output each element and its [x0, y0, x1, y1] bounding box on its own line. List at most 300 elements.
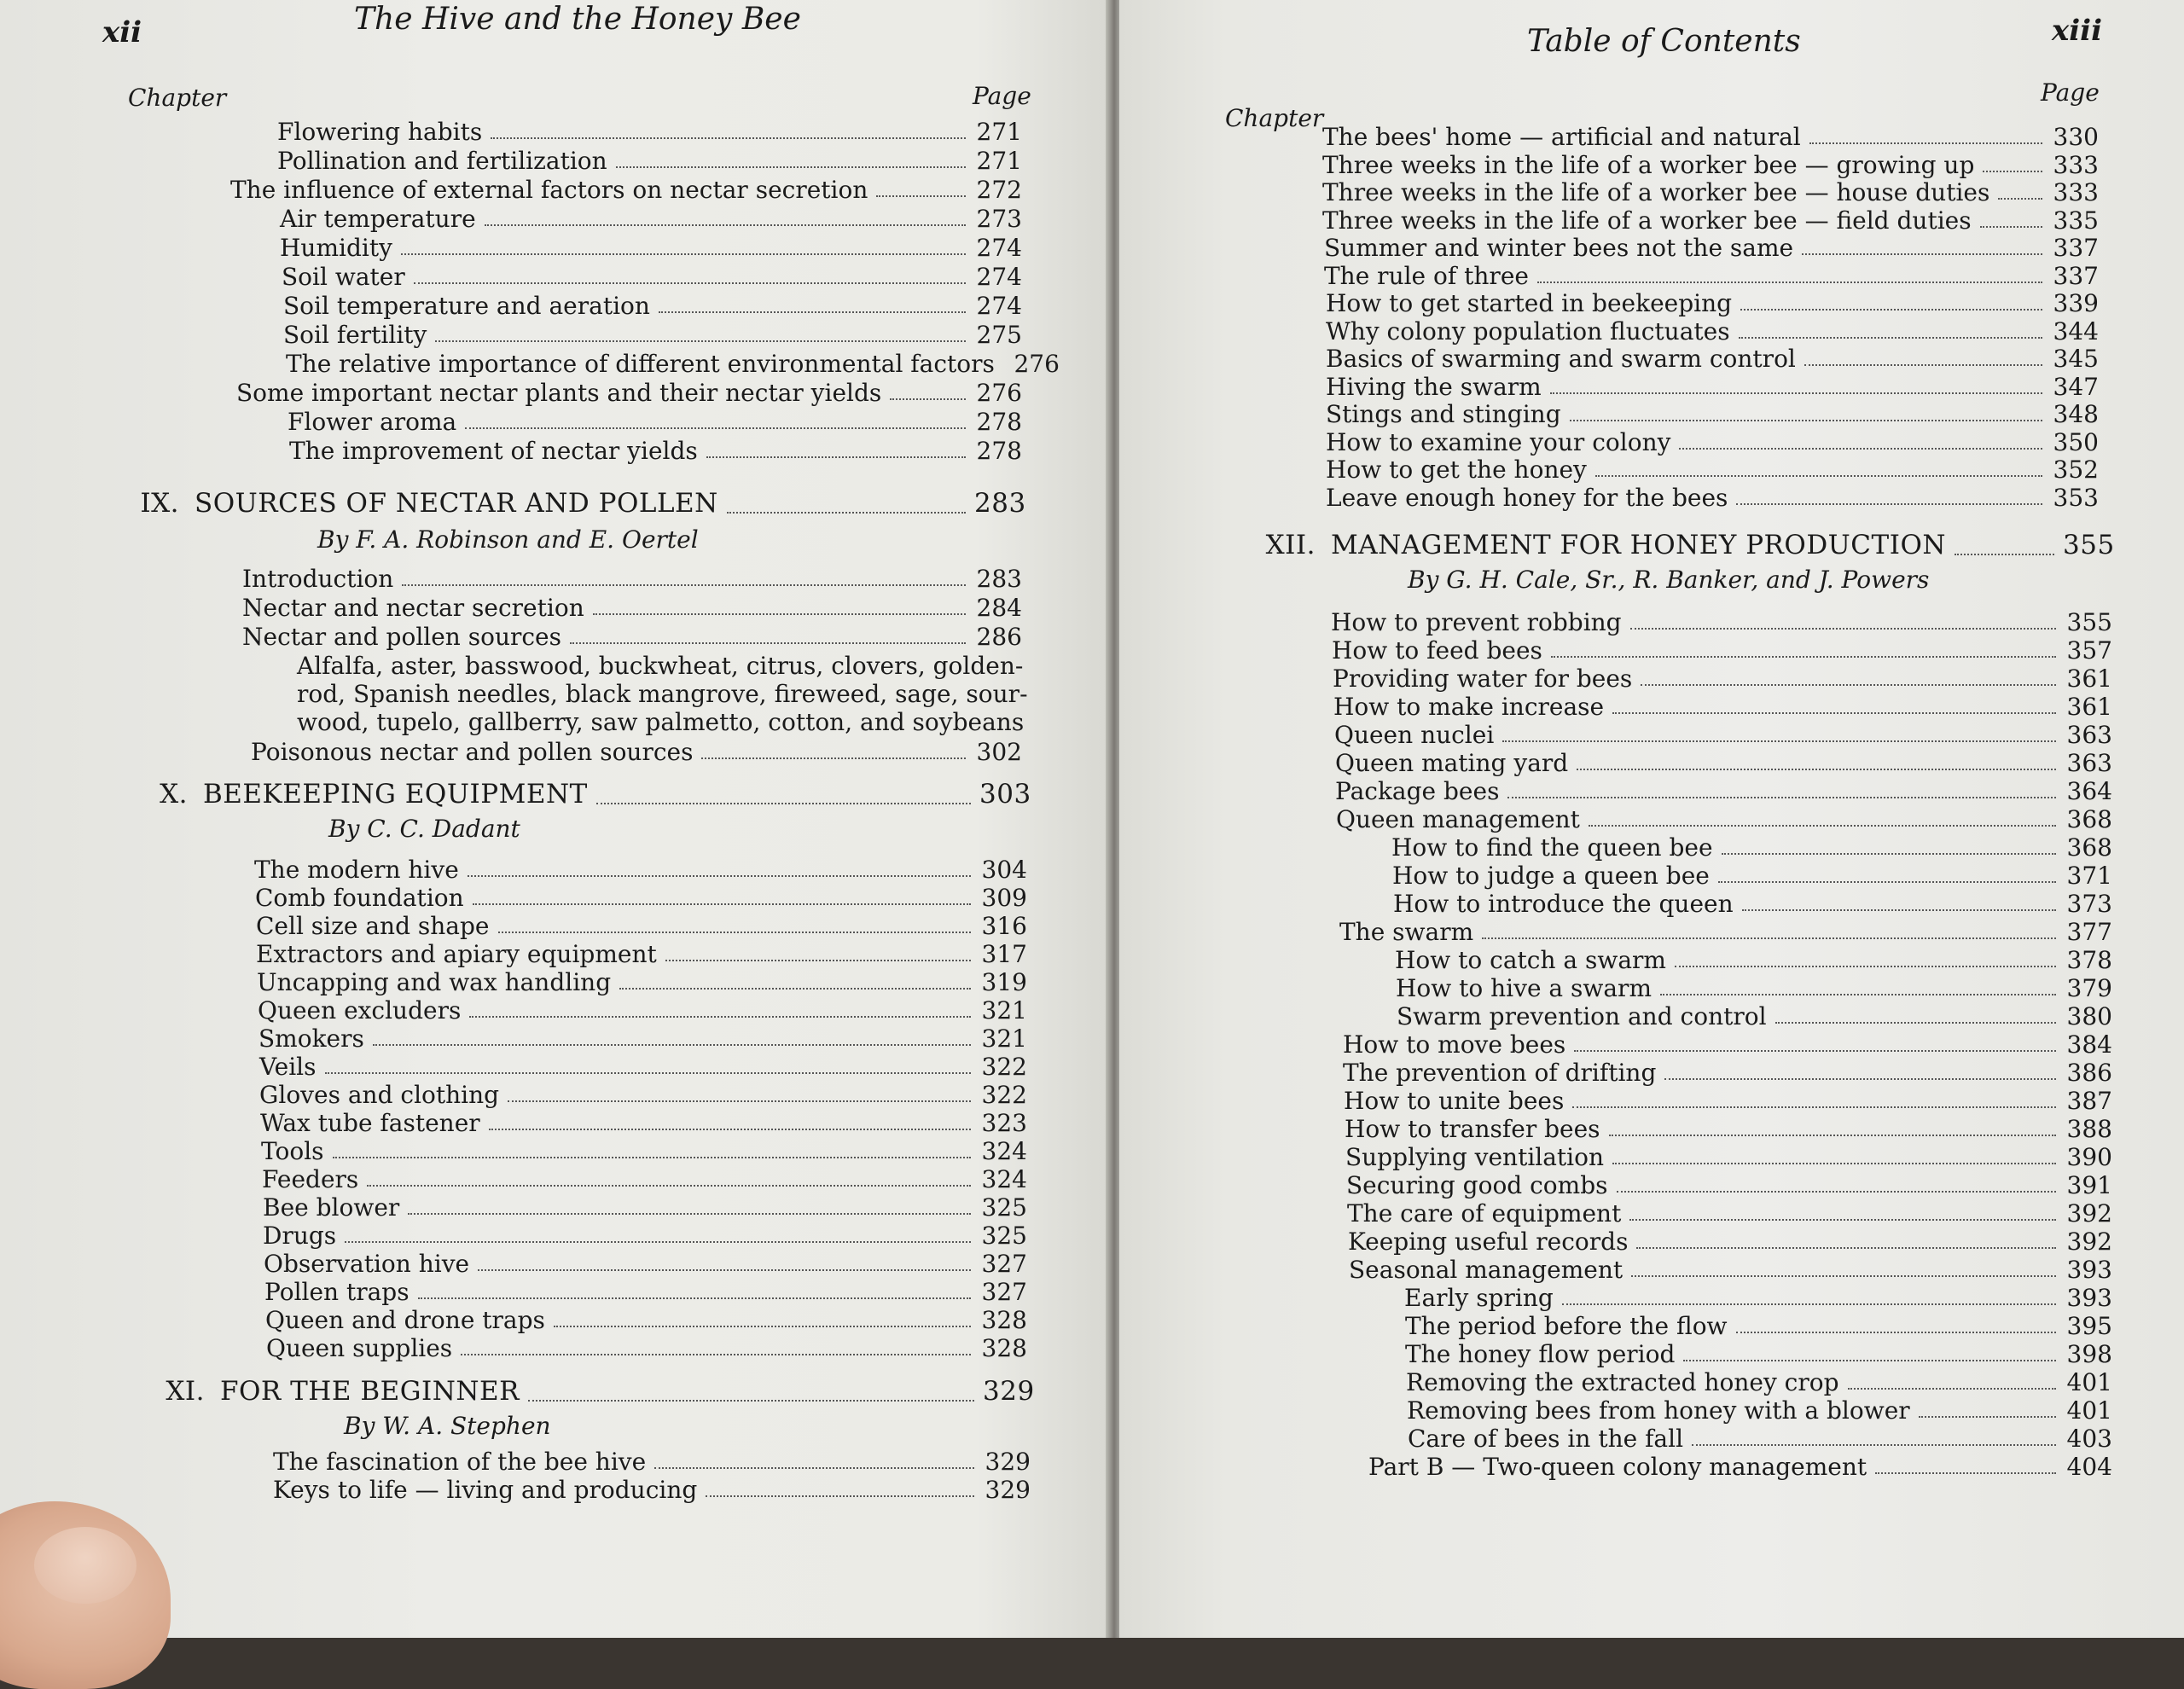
entry-title: Keys to life — living and producing	[273, 1476, 698, 1504]
dot-leader	[1742, 908, 2056, 911]
entry-page-number: 274	[976, 263, 1022, 291]
entry-title: How to introduce the queen	[1393, 890, 1734, 918]
entry-page-number: 355	[2066, 608, 2112, 636]
dot-leader	[1848, 1387, 2056, 1390]
entry-title: Removing bees from honey with a blower	[1407, 1396, 1910, 1425]
entry-page-number: 393	[2066, 1284, 2112, 1312]
entry-title: Flower aroma	[288, 408, 457, 436]
chapter-author-byline: By F. A. Robinson and E. Oertel	[317, 525, 699, 554]
entry-title: Humidity	[280, 234, 392, 262]
dot-leader	[469, 1015, 971, 1018]
toc-entry	[263, 1222, 1027, 1250]
dot-leader	[485, 223, 966, 226]
toc-entry	[255, 884, 1027, 912]
entry-title: Flowering habits	[277, 118, 483, 146]
entry-page-number: 329	[985, 1448, 1031, 1476]
toc-entry	[264, 1278, 1027, 1306]
entry-title: The rule of three	[1324, 261, 1529, 290]
entry-title: Hiving the swarm	[1326, 372, 1542, 401]
entry-page-number: 272	[976, 176, 1022, 204]
entry-title: The care of equipment	[1347, 1199, 1622, 1228]
toc-entry	[1326, 456, 2099, 484]
dot-leader	[1589, 824, 2056, 827]
entry-page-number: 273	[976, 205, 1022, 233]
entry-page-number: 392	[2066, 1199, 2112, 1228]
entry-page-number: 363	[2066, 721, 2112, 749]
entry-title: How to prevent robbing	[1331, 608, 1622, 636]
chapter-page-number: 283	[974, 488, 1026, 519]
dot-leader	[1482, 937, 2056, 939]
entry-title: Queen nuclei	[1334, 721, 1495, 749]
chapter-title: SOURCES OF NECTAR AND POLLEN	[195, 488, 718, 519]
toc-entry	[1326, 317, 2099, 345]
entry-title: Leave enough honey for the bees	[1326, 483, 1728, 512]
entry-title: How to catch a swarm	[1395, 946, 1666, 974]
entry-page-number: 380	[2066, 1002, 2112, 1030]
entry-title: The fascination of the bee hive	[273, 1448, 647, 1476]
entry-page-number: 388	[2066, 1115, 2112, 1143]
toc-entry	[1334, 721, 2112, 749]
entry-page-number: 286	[976, 623, 1022, 651]
entry-page-number: 324	[981, 1137, 1027, 1165]
right-page	[1119, 0, 2184, 1638]
dot-leader	[1507, 796, 2056, 798]
dot-leader	[1675, 965, 2056, 967]
entry-title: Soil fertility	[283, 321, 427, 349]
entry-page-number: 327	[981, 1250, 1027, 1278]
entry-title: The bees' home — artificial and natural	[1322, 123, 1801, 151]
chapter-page-number: 303	[979, 779, 1031, 810]
left-page-number: xii	[102, 15, 142, 49]
toc-entry	[1396, 974, 2112, 1002]
entry-title: The relative importance of different environmental factors	[286, 350, 995, 378]
chapter-page-number: 355	[2063, 530, 2115, 560]
dot-leader	[619, 987, 971, 990]
toc-entry	[258, 996, 1027, 1024]
entry-page-number: 392	[2066, 1228, 2112, 1256]
dot-leader	[876, 194, 966, 197]
toc-entry	[1333, 693, 2112, 721]
toc-entry	[1407, 1396, 2112, 1425]
entry-title: Gloves and clothing	[259, 1081, 500, 1109]
toc-entry	[1368, 1453, 2112, 1481]
dot-leader	[1919, 1415, 2056, 1418]
entry-page-number: 361	[2066, 693, 2112, 721]
entry-title: Removing the extracted honey crop	[1406, 1368, 1839, 1396]
entry-page-number: 363	[2066, 749, 2112, 777]
dot-leader	[1660, 993, 2056, 995]
toc-entry	[1322, 206, 2099, 235]
entry-page-number: 304	[981, 856, 1027, 884]
toc-entry	[1343, 1059, 2112, 1087]
dot-leader	[1998, 197, 2042, 200]
dot-leader	[478, 1268, 971, 1271]
entry-page-number: 350	[2053, 427, 2099, 456]
dot-leader	[1740, 308, 2042, 311]
entry-title: Bee blower	[263, 1193, 400, 1222]
entry-page-number: 357	[2066, 636, 2112, 665]
toc-entry	[289, 437, 1022, 465]
dot-leader	[402, 583, 966, 586]
dot-leader	[1722, 852, 2056, 855]
toc-entry	[260, 1109, 1027, 1137]
entry-title: How to transfer bees	[1345, 1115, 1600, 1143]
chapter-title: BEEKEEPING EQUIPMENT	[203, 779, 588, 810]
toc-entry	[286, 350, 1060, 378]
entry-title: Package bees	[1335, 777, 1500, 805]
entry-page-number: 393	[2066, 1256, 2112, 1284]
entry-title: Poisonous nectar and pollen sources	[251, 738, 694, 766]
dot-leader	[473, 903, 971, 905]
entry-title: Nectar and nectar secretion	[242, 594, 584, 622]
entry-title: Observation hive	[264, 1250, 470, 1278]
entry-title: Three weeks in the life of a worker bee — growing up	[1322, 150, 1975, 179]
entry-page-number: 378	[2066, 946, 2112, 974]
dot-leader	[414, 282, 966, 284]
entry-page-number: 321	[981, 1024, 1027, 1053]
dot-leader	[1718, 880, 2056, 883]
dot-leader	[1562, 1303, 2056, 1305]
entry-page-number: 325	[981, 1222, 1027, 1250]
entry-title: How to feed bees	[1332, 636, 1542, 665]
plant-sources-line: wood, tupelo, gallberry, saw palmetto, cotton, and soybeans	[297, 708, 1025, 736]
entry-page-number: 339	[2053, 289, 2099, 317]
entry-page-number: 361	[2066, 665, 2112, 693]
toc-entry	[1405, 1312, 2112, 1340]
toc-entry	[273, 1448, 1031, 1476]
entry-page-number: 328	[981, 1334, 1027, 1362]
dot-leader	[435, 340, 966, 342]
toc-entry	[242, 594, 1022, 622]
entry-page-number: 322	[981, 1081, 1027, 1109]
dot-leader	[498, 931, 972, 933]
dot-leader	[1980, 225, 2042, 228]
dot-leader	[1679, 447, 2042, 450]
toc-entry	[262, 1165, 1027, 1193]
chapter-number: X.	[160, 779, 188, 810]
entry-page-number: 377	[2066, 918, 2112, 946]
left-page-column-header: Page	[973, 82, 1031, 110]
entry-page-number: 401	[2066, 1396, 2112, 1425]
entry-page-number: 345	[2053, 345, 2099, 373]
entry-page-number: 398	[2066, 1340, 2112, 1368]
right-running-title: Table of Contents	[1527, 24, 1801, 59]
entry-page-number: 395	[2066, 1312, 2112, 1340]
dot-leader	[727, 512, 966, 514]
toc-entry	[283, 292, 1022, 320]
dot-leader	[1630, 627, 2056, 630]
entry-title: Three weeks in the life of a worker bee — house duties	[1322, 178, 1990, 206]
entry-title: The prevention of drifting	[1343, 1059, 1657, 1087]
entry-title: Queen mating yard	[1335, 749, 1569, 777]
entry-title: Queen excluders	[258, 996, 462, 1024]
right-chapter-column-header: Chapter	[1225, 104, 1324, 132]
entry-title: Some important nectar plants and their nectar yields	[236, 379, 882, 407]
dot-leader	[1537, 281, 2042, 283]
right-page-number: xiii	[2052, 14, 2103, 48]
entry-title: How to unite bees	[1344, 1087, 1565, 1115]
toc-entry	[251, 738, 1022, 766]
toc-entry	[1408, 1425, 2112, 1453]
chapter-author-byline: By G. H. Cale, Sr., R. Banker, and J. Powers	[1408, 566, 1930, 594]
toc-entry	[1326, 345, 2099, 373]
dot-leader	[659, 311, 966, 313]
chapter-heading	[128, 1376, 1035, 1408]
entry-page-number: 284	[976, 594, 1022, 622]
dot-leader	[596, 803, 971, 804]
entry-title: Early spring	[1404, 1284, 1554, 1312]
toc-entry	[280, 234, 1022, 262]
entry-title: Veils	[259, 1053, 317, 1081]
dot-leader	[1609, 1134, 2056, 1136]
entry-page-number: 352	[2053, 456, 2099, 484]
entry-title: The swarm	[1339, 918, 1474, 946]
toc-entry	[1404, 1284, 2112, 1312]
dot-leader	[1572, 1106, 2056, 1108]
dot-leader	[706, 456, 966, 458]
entry-title: Why colony population fluctuates	[1326, 316, 1730, 345]
entry-title: How to move bees	[1343, 1030, 1566, 1059]
entry-page-number: 368	[2066, 805, 2112, 833]
dot-leader	[1574, 1049, 2056, 1052]
dot-leader	[489, 1128, 971, 1130]
entry-page-number: 390	[2066, 1143, 2112, 1171]
dot-leader	[401, 252, 966, 255]
chapter-heading	[111, 779, 1031, 811]
entry-title: Basics of swarming and swarm control	[1326, 345, 1796, 373]
dot-leader	[570, 641, 966, 644]
dot-leader	[654, 1466, 974, 1469]
toc-entry	[1335, 777, 2112, 805]
entry-page-number: 353	[2053, 483, 2099, 512]
dot-leader	[1551, 655, 2056, 658]
chapter-title: FOR THE BEGINNER	[220, 1376, 520, 1407]
dot-leader	[367, 1184, 971, 1187]
toc-entry	[1349, 1256, 2112, 1284]
dot-leader	[508, 1100, 971, 1102]
entry-title: The period before the flow	[1405, 1312, 1728, 1340]
toc-entry	[1397, 1002, 2112, 1030]
entry-title: Securing good combs	[1346, 1171, 1608, 1199]
toc-entry	[1324, 234, 2099, 262]
toc-entry	[1326, 373, 2099, 401]
entry-page-number: 327	[981, 1278, 1027, 1306]
toc-entry	[261, 1137, 1027, 1165]
dot-leader	[1617, 1190, 2056, 1193]
entry-title: The influence of external factors on nectar secretion	[230, 176, 868, 204]
entry-page-number: 401	[2066, 1368, 2112, 1396]
entry-page-number: 387	[2066, 1087, 2112, 1115]
toc-entry	[1391, 833, 2112, 862]
entry-page-number: 322	[981, 1053, 1027, 1081]
dot-leader	[1739, 336, 2042, 339]
entry-title: Nectar and pollen sources	[242, 623, 561, 651]
entry-page-number: 335	[2053, 206, 2099, 235]
entry-page-number: 386	[2066, 1059, 2112, 1087]
entry-title: Tools	[261, 1137, 324, 1165]
entry-title: How to judge a queen bee	[1392, 862, 1710, 890]
dot-leader	[1802, 252, 2042, 255]
entry-page-number: 344	[2053, 316, 2099, 345]
entry-title: How to examine your colony	[1326, 427, 1671, 456]
toc-entry	[256, 912, 1027, 940]
toc-entry	[1406, 1368, 2112, 1396]
toc-entry	[1392, 862, 2112, 890]
dot-leader	[1804, 363, 2042, 366]
chapter-author-byline: By C. C. Dadant	[328, 815, 520, 843]
dot-leader	[593, 612, 966, 615]
entry-page-number: 317	[981, 940, 1027, 968]
toc-entry	[1326, 428, 2099, 456]
dot-leader	[345, 1240, 971, 1243]
dot-leader	[1775, 1021, 2056, 1024]
entry-title: Uncapping and wax handling	[257, 968, 612, 996]
dot-leader	[1983, 170, 2042, 172]
entry-title: Smokers	[258, 1024, 364, 1053]
entry-title: Queen supplies	[266, 1334, 453, 1362]
dot-leader	[1736, 502, 2042, 505]
dot-leader	[325, 1071, 972, 1074]
entry-title: Swarm prevention and control	[1397, 1002, 1767, 1030]
entry-page-number: 324	[981, 1165, 1027, 1193]
toc-entry	[264, 1250, 1027, 1278]
dot-leader	[701, 757, 966, 759]
entry-page-number: 321	[981, 996, 1027, 1024]
entry-page-number: 348	[2053, 400, 2099, 428]
left-page	[0, 0, 1109, 1638]
dot-leader	[1577, 768, 2056, 770]
entry-page-number: 323	[981, 1109, 1027, 1137]
toc-entry	[1339, 918, 2112, 946]
entry-title: Care of bees in the fall	[1408, 1425, 1684, 1453]
toc-entry	[1345, 1115, 2112, 1143]
entry-title: Part B — Two-queen colony management	[1368, 1453, 1867, 1481]
toc-entry	[282, 263, 1022, 291]
dot-leader	[461, 1353, 971, 1355]
entry-title: Queen management	[1336, 805, 1580, 833]
entry-page-number: 330	[2053, 123, 2099, 151]
entry-page-number: 274	[976, 234, 1022, 262]
toc-entry	[265, 1306, 1027, 1334]
entry-title: Summer and winter bees not the same	[1324, 234, 1794, 262]
dot-leader	[333, 1156, 971, 1158]
plant-sources-line: rod, Spanish needles, black mangrove, fireweed, sage, sour-	[297, 680, 1028, 708]
dot-leader	[1636, 1246, 2056, 1249]
entry-title: The improvement of nectar yields	[289, 437, 698, 465]
entry-title: The honey flow period	[1405, 1340, 1676, 1368]
toc-entry	[1348, 1228, 2112, 1256]
entry-page-number: 333	[2053, 178, 2099, 206]
dot-leader	[706, 1495, 974, 1497]
dot-leader	[1809, 142, 2042, 144]
entry-title: How to hive a swarm	[1396, 974, 1652, 1002]
entry-page-number: 278	[976, 437, 1022, 465]
entry-title: How to get started in beekeeping	[1326, 289, 1733, 317]
chapter-number: IX.	[140, 488, 179, 519]
entry-page-number: 404	[2066, 1453, 2112, 1481]
toc-entry	[1332, 636, 2112, 665]
dot-leader	[1612, 1162, 2056, 1164]
toc-entry	[1326, 289, 2099, 317]
entry-title: Soil temperature and aeration	[283, 292, 650, 320]
plant-sources-line: Alfalfa, aster, basswood, buckwheat, citrus, clovers, golden-	[297, 652, 1024, 680]
dot-leader	[528, 1400, 974, 1402]
dot-leader	[1629, 1218, 2056, 1221]
toc-entry	[1322, 123, 2099, 151]
entry-page-number: 276	[1014, 350, 1060, 378]
entry-title: Pollination and fertilization	[277, 147, 607, 175]
entry-title: Soil water	[282, 263, 405, 291]
dot-leader	[1595, 474, 2042, 477]
toc-entry	[1335, 749, 2112, 777]
entry-title: Queen and drone traps	[265, 1306, 545, 1334]
toc-entry	[254, 856, 1027, 884]
entry-page-number: 337	[2053, 234, 2099, 262]
entry-page-number: 316	[981, 912, 1027, 940]
toc-entry	[1322, 178, 2099, 206]
toc-entry	[242, 623, 1022, 651]
dot-leader	[1502, 740, 2056, 742]
right-page-column-header: Page	[2041, 78, 2100, 107]
dot-leader	[1736, 1331, 2056, 1333]
toc-entry	[277, 118, 1022, 146]
dot-leader	[465, 427, 966, 429]
entry-page-number: 364	[2066, 777, 2112, 805]
toc-entry	[280, 205, 1022, 233]
dot-leader	[1875, 1471, 2056, 1474]
dot-leader	[554, 1325, 971, 1327]
entry-title: Drugs	[263, 1222, 337, 1250]
entry-page-number: 302	[976, 738, 1022, 766]
entry-title: How to find the queen bee	[1391, 833, 1713, 862]
plant-sources-list	[297, 652, 1028, 736]
entry-title: Stings and stinging	[1326, 400, 1561, 428]
toc-entry	[283, 321, 1022, 349]
dot-leader	[1641, 683, 2056, 686]
entry-page-number: 379	[2066, 974, 2112, 1002]
entry-title: Supplying ventilation	[1345, 1143, 1605, 1171]
entry-title: Three weeks in the life of a worker bee — field duties	[1322, 206, 1972, 235]
toc-entry	[259, 1053, 1027, 1081]
toc-entry	[236, 379, 1022, 407]
entry-page-number: 333	[2053, 150, 2099, 179]
entry-page-number: 384	[2066, 1030, 2112, 1059]
chapter-heading	[1239, 530, 2115, 562]
chapter-page-number: 329	[983, 1376, 1035, 1407]
entry-page-number: 283	[976, 565, 1022, 593]
entry-title: Pollen traps	[264, 1278, 410, 1306]
entry-page-number: 371	[2066, 862, 2112, 890]
toc-entry	[257, 968, 1027, 996]
toc-entry	[1333, 665, 2112, 693]
toc-entry	[1324, 262, 2099, 290]
entry-title: Wax tube fastener	[260, 1109, 480, 1137]
entry-page-number: 278	[976, 408, 1022, 436]
dot-leader	[468, 874, 971, 877]
chapter-heading	[102, 488, 1026, 520]
entry-title: Keeping useful records	[1348, 1228, 1629, 1256]
dot-leader	[418, 1297, 971, 1299]
toc-entry	[1346, 1171, 2112, 1199]
toc-entry	[263, 1193, 1027, 1222]
entry-page-number: 328	[981, 1306, 1027, 1334]
entry-page-number: 309	[981, 884, 1027, 912]
entry-page-number: 368	[2066, 833, 2112, 862]
entry-title: Introduction	[242, 565, 394, 593]
dot-leader	[1692, 1443, 2056, 1446]
toc-entry	[266, 1334, 1027, 1362]
toc-entry	[230, 176, 1022, 204]
